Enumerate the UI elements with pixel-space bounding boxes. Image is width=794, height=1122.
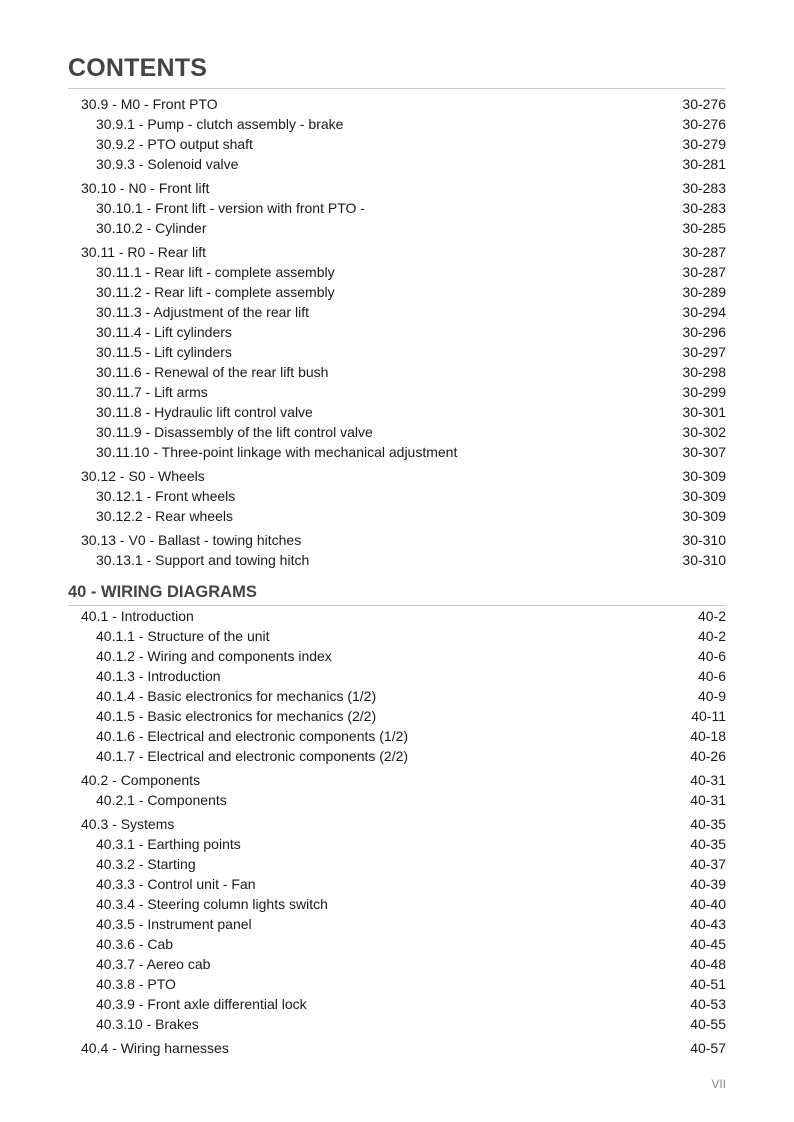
toc-entry-page: 40-2 xyxy=(697,608,726,624)
toc-entry-label: 30.11.3 - Adjustment of the rear lift xyxy=(96,304,309,320)
toc-entry-label: 30.13 - V0 - Ballast - towing hitches xyxy=(81,532,302,548)
toc-entry-label: 30.9.3 - Solenoid valve xyxy=(96,156,239,172)
toc-entry-page: 30-309 xyxy=(682,488,726,504)
toc-entry-label: 40.3.5 - Instrument panel xyxy=(96,916,252,932)
toc-entry-label: 30.12 - S0 - Wheels xyxy=(81,468,205,484)
toc-entry-page: 30-287 xyxy=(682,264,726,280)
toc-entry-label: 30.9.1 - Pump - clutch assembly - brake xyxy=(96,116,344,132)
toc-entry-label: 30.11.2 - Rear lift - complete assembly xyxy=(96,284,335,300)
toc-chapter-entry[interactable] xyxy=(0,814,794,834)
toc-entry-page: 30-310 xyxy=(682,532,726,548)
toc-chapter-entry[interactable] xyxy=(0,94,794,114)
toc-subentry[interactable] xyxy=(0,686,794,706)
toc-entry-label: 40.4 - Wiring harnesses xyxy=(81,1040,229,1056)
toc-entry-page: 40-43 xyxy=(690,916,726,932)
toc-entry-page: 30-283 xyxy=(682,200,726,216)
toc-subentry[interactable] xyxy=(0,422,794,442)
toc-entry-page: 40-31 xyxy=(690,772,726,788)
toc-subentry[interactable] xyxy=(0,134,794,154)
toc-subentry[interactable] xyxy=(0,114,794,134)
toc-entry-page: 30-307 xyxy=(682,444,726,460)
toc-entry-label: 40.1.2 - Wiring and components index xyxy=(96,648,332,664)
page-title: CONTENTS xyxy=(68,54,208,82)
toc-subentry[interactable] xyxy=(0,994,794,1014)
toc-entry-label: 30.11.1 - Rear lift - complete assembly xyxy=(96,264,335,280)
toc-subentry[interactable] xyxy=(0,1014,794,1034)
toc-entry-page: 30-298 xyxy=(682,364,726,380)
toc-chapter-entry[interactable] xyxy=(0,242,794,262)
toc-subentry[interactable] xyxy=(0,362,794,382)
toc-subentry[interactable] xyxy=(0,322,794,342)
toc-subentry[interactable] xyxy=(0,342,794,362)
toc-entry-page: 30-287 xyxy=(682,244,726,260)
toc-subentry[interactable] xyxy=(0,874,794,894)
toc-entry-label: 40.3.2 - Starting xyxy=(96,856,196,872)
toc-entry-label: 40.2 - Components xyxy=(81,772,201,788)
toc-entry-page: 30-299 xyxy=(682,384,726,400)
toc-subentry[interactable] xyxy=(0,218,794,238)
toc-chapter-entry[interactable] xyxy=(0,606,794,626)
toc-subentry[interactable] xyxy=(0,154,794,174)
toc-chapter-entry[interactable] xyxy=(0,770,794,790)
toc-subentry[interactable] xyxy=(0,834,794,854)
toc-subentry[interactable] xyxy=(0,282,794,302)
toc-entry-label: 30.11.8 - Hydraulic lift control valve xyxy=(96,404,313,420)
toc-subentry[interactable] xyxy=(0,486,794,506)
toc-entry-page: 30-294 xyxy=(682,304,726,320)
toc-subentry[interactable] xyxy=(0,706,794,726)
toc-entry-page: 30-309 xyxy=(682,508,726,524)
toc-entry-page: 40-57 xyxy=(690,1040,726,1056)
toc-entry-label: 40.1.4 - Basic electronics for mechanics (1/2) xyxy=(96,688,377,704)
title-divider xyxy=(68,88,726,89)
toc-subentry[interactable] xyxy=(0,646,794,666)
toc-entry-page: 30-302 xyxy=(682,424,726,440)
toc-subentry[interactable] xyxy=(0,894,794,914)
toc-entry-page: 40-6 xyxy=(697,668,726,684)
toc-entry-page: 40-51 xyxy=(690,976,726,992)
toc-entry-label: 30.9.2 - PTO output shaft xyxy=(96,136,253,152)
toc-entry-page: 40-40 xyxy=(690,896,726,912)
toc-entry-label: 40.1 - Introduction xyxy=(81,608,194,624)
section-heading-40 xyxy=(0,579,794,605)
toc-entry-page: 40-35 xyxy=(690,816,726,832)
toc-entry-page: 30-310 xyxy=(682,552,726,568)
toc-entry-page: 40-2 xyxy=(697,628,726,644)
toc-entry-label: 40.3.8 - PTO xyxy=(96,976,176,992)
toc-entry-page: 30-279 xyxy=(682,136,726,152)
toc-entry-page: 40-31 xyxy=(690,792,726,808)
toc-subentry[interactable] xyxy=(0,974,794,994)
toc-entry-page: 40-18 xyxy=(690,728,726,744)
toc-subentry[interactable] xyxy=(0,914,794,934)
toc-entry-page: 30-276 xyxy=(682,116,726,132)
toc-entry-page: 40-11 xyxy=(691,708,726,724)
toc-entry-label: 40.2.1 - Components xyxy=(96,792,227,808)
toc-entry-label: 40.1.7 - Electrical and electronic components (2/2) xyxy=(96,748,409,764)
toc-entry-label: 30.12.2 - Rear wheels xyxy=(96,508,233,524)
toc-subentry[interactable] xyxy=(0,790,794,810)
toc-entry-label: 40.3.3 - Control unit - Fan xyxy=(96,876,256,892)
toc-chapter-entry[interactable] xyxy=(0,1038,794,1058)
toc-subentry[interactable] xyxy=(0,402,794,422)
toc-subentry[interactable] xyxy=(0,626,794,646)
toc-entry-label: 30.13.1 - Support and towing hitch xyxy=(96,552,310,568)
toc-entry-label: 40.1.6 - Electrical and electronic components (1/2) xyxy=(96,728,409,744)
toc-entry-label: 30.9 - M0 - Front PTO xyxy=(81,96,218,112)
toc-entry-page: 40-48 xyxy=(690,956,726,972)
toc-entry-page: 30-285 xyxy=(682,220,726,236)
toc-entry-page: 40-39 xyxy=(690,876,726,892)
toc-entry-page: 40-37 xyxy=(690,856,726,872)
toc-entry-page: 40-55 xyxy=(690,1016,726,1032)
toc-entry-label: 30.11.4 - Lift cylinders xyxy=(96,324,232,340)
section-heading-label: 40 - WIRING DIAGRAMS xyxy=(68,583,257,601)
toc-entry-page: 40-26 xyxy=(690,748,726,764)
toc-entry-page: 30-289 xyxy=(682,284,726,300)
toc-entry-page: 30-283 xyxy=(682,180,726,196)
toc-entry-page: 30-297 xyxy=(682,344,726,360)
toc-entry-label: 30.10.1 - Front lift - version with front PTO - xyxy=(96,200,365,216)
toc-entry-page: 40-9 xyxy=(697,688,726,704)
toc-subentry[interactable] xyxy=(0,506,794,526)
toc-entry-label: 40.1.1 - Structure of the unit xyxy=(96,628,270,644)
toc-subentry[interactable] xyxy=(0,954,794,974)
toc-section-30 xyxy=(0,94,794,570)
toc-entry-label: 30.11.9 - Disassembly of the lift control valve xyxy=(96,424,373,440)
toc-chapter-entry[interactable] xyxy=(0,178,794,198)
toc-entry-page: 40-45 xyxy=(690,936,726,952)
toc-subentry[interactable] xyxy=(0,934,794,954)
toc-subentry[interactable] xyxy=(0,666,794,686)
toc-entry-label: 30.10 - N0 - Front lift xyxy=(81,180,210,196)
toc-entry-label: 40.3.10 - Brakes xyxy=(96,1016,199,1032)
toc-chapter-entry[interactable] xyxy=(0,530,794,550)
toc-entry-label: 40.3.1 - Earthing points xyxy=(96,836,241,852)
toc-subentry[interactable] xyxy=(0,382,794,402)
toc-entry-page: 40-53 xyxy=(690,996,726,1012)
toc-subentry[interactable] xyxy=(0,442,794,462)
toc-subentry[interactable] xyxy=(0,302,794,322)
toc-entry-label: 30.11.5 - Lift cylinders xyxy=(96,344,232,360)
toc-entry-label: 30.11.10 - Three-point linkage with mechanical adjustment xyxy=(96,444,458,460)
toc-entry-page: 30-281 xyxy=(682,156,726,172)
toc-subentry[interactable] xyxy=(0,746,794,766)
toc-chapter-entry[interactable] xyxy=(0,466,794,486)
toc-section-40 xyxy=(0,606,794,1058)
toc-subentry[interactable] xyxy=(0,262,794,282)
toc-subentry[interactable] xyxy=(0,550,794,570)
toc-entry-page: 30-276 xyxy=(682,96,726,112)
toc-entry-label: 30.11 - R0 - Rear lift xyxy=(81,244,207,260)
toc-subentry[interactable] xyxy=(0,726,794,746)
toc-subentry[interactable] xyxy=(0,198,794,218)
toc-entry-page: 30-309 xyxy=(682,468,726,484)
toc-entry-label: 30.11.6 - Renewal of the rear lift bush xyxy=(96,364,329,380)
toc-entry-page: 40-6 xyxy=(697,648,726,664)
toc-subentry[interactable] xyxy=(0,854,794,874)
toc-entry-label: 40.3 - Systems xyxy=(81,816,175,832)
table-of-contents xyxy=(0,94,794,1058)
toc-entry-label: 40.3.9 - Front axle differential lock xyxy=(96,996,307,1012)
page-number: VII xyxy=(711,1077,726,1091)
toc-entry-label: 40.1.5 - Basic electronics for mechanics (2/2) xyxy=(96,708,377,724)
toc-entry-label: 30.10.2 - Cylinder xyxy=(96,220,207,236)
toc-entry-label: 40.3.7 - Aereo cab xyxy=(96,956,211,972)
toc-entry-label: 30.12.1 - Front wheels xyxy=(96,488,236,504)
toc-entry-label: 40.1.3 - Introduction xyxy=(96,668,221,684)
toc-entry-label: 30.11.7 - Lift arms xyxy=(96,384,208,400)
toc-entry-label: 40.3.4 - Steering column lights switch xyxy=(96,896,328,912)
toc-entry-page: 30-296 xyxy=(682,324,726,340)
toc-entry-page: 40-35 xyxy=(690,836,726,852)
toc-entry-label: 40.3.6 - Cab xyxy=(96,936,174,952)
toc-entry-page: 30-301 xyxy=(682,404,726,420)
